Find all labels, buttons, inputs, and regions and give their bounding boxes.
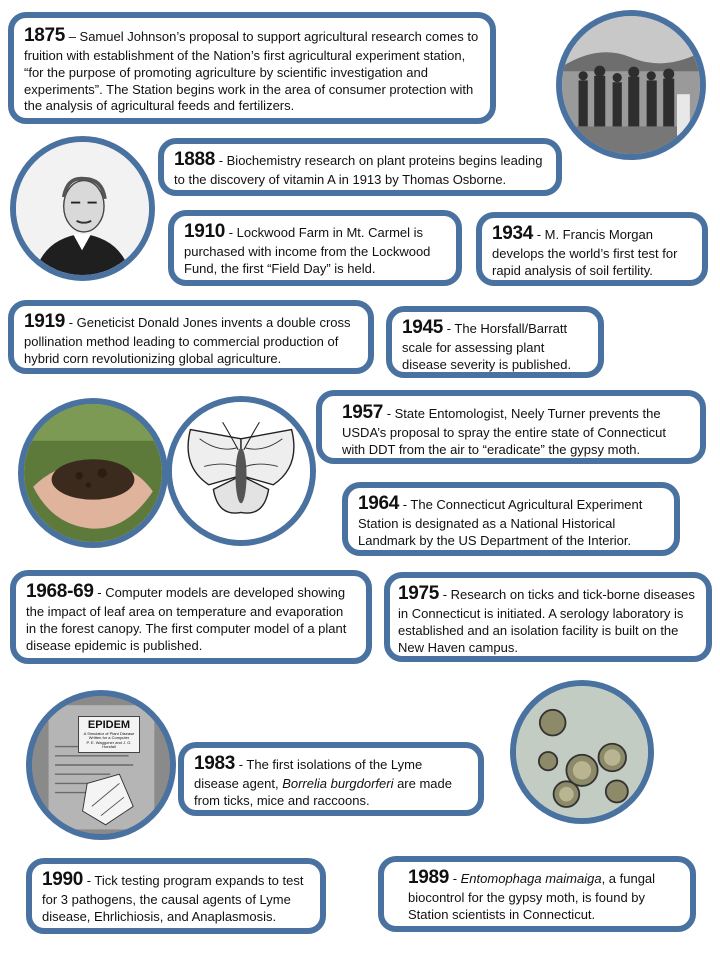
entry-1990 — [26, 858, 326, 934]
entry-1964-year: 1964 — [358, 493, 400, 514]
entry-1968-year: 1968-69 — [26, 581, 94, 602]
entry-1983-text-post: are made from ticks, mice and raccoons. — [194, 776, 453, 808]
entry-1919 — [8, 300, 374, 374]
entry-1919-text: - Geneticist Donald Jones invents a double cross pollination method leading to commercial production of hybrid corn revolutionizing global agriculture. — [24, 315, 351, 366]
entry-1975-year: 1975 — [398, 583, 440, 604]
epidem-authors: P. E. Waggoner and J. G. Horsfall — [86, 739, 132, 750]
entry-1983-year: 1983 — [194, 753, 236, 774]
entry-1934 — [476, 212, 708, 286]
epidem-title: EPIDEM — [87, 719, 131, 731]
entry-1964-text: - The Connecticut Agricultural Experiment Station is designated as a National Historical Landmark by the US Department of the Interior. — [358, 497, 643, 548]
entry-1875-year: 1875 — [24, 25, 66, 46]
fungal-spores-photo — [510, 680, 654, 824]
entry-1983-text-pre: - The first isolations of the Lyme disease agent, — [194, 757, 423, 792]
entry-1989-year: 1989 — [408, 867, 450, 888]
epidem-document-photo — [26, 690, 176, 840]
osborne-portrait — [10, 136, 155, 281]
entry-1989-species: Entomophaga maimaiga — [460, 871, 602, 886]
entry-1945-text: - The Horsfall/Barratt scale for assessing plant disease severity is published. — [402, 321, 572, 372]
crowd-photo — [556, 10, 706, 160]
entry-1875 — [8, 12, 496, 124]
entry-1919-year: 1919 — [24, 311, 66, 332]
entry-1975-text: - Research on ticks and tick-borne diseases in Connecticut is initiated. A serology laboratory is established and an isolation facility is built on the New Haven campus. — [398, 587, 695, 655]
entry-1934-text: - M. Francis Morgan develops the world’s first test for rapid analysis of soil fertility. — [492, 227, 678, 278]
entry-1989 — [378, 856, 696, 932]
entry-1875-text: – Samuel Johnson’s proposal to support agricultural research comes to fruition with establishment of the Nation’s first agricultural experiment station, “for the purpose of promoting agriculture by scientific investigation and experiments”. The Station begins work in the area of consumer protection with the analysis of agricultural feeds and fertilizers. — [24, 29, 479, 114]
entry-1990-year: 1990 — [42, 869, 84, 890]
entry-1989-text-pre: - — [449, 871, 461, 886]
entry-1975 — [384, 572, 712, 662]
entry-1968-text: - Computer models are developed showing the impact of leaf area on temperature and evaporation in the forest canopy. The first computer model of a plant disease epidemic is published. — [26, 585, 347, 653]
soil-hands-photo — [18, 398, 168, 548]
entry-1910-text: - Lockwood Farm in Mt. Carmel is purchased with income from the Lockwood Fund, the first “Field Day” is held. — [184, 225, 431, 276]
entry-1968 — [10, 570, 372, 664]
entry-1910 — [168, 210, 462, 286]
entry-1983-species: Borrelia burgdorferi — [282, 776, 394, 792]
entry-1989-text-post: , a fungal biocontrol for the gypsy moth, is found by Station scientists in Connecticut. — [408, 871, 656, 922]
entry-1888 — [158, 138, 562, 196]
entry-1957-year: 1957 — [342, 402, 384, 423]
entry-1990-text: - Tick testing program expands to test for 3 pathogens, the causal agents of Lyme disease, Ehrlichiosis, and Anaplasmosis. — [42, 873, 304, 924]
gypsy-moth-drawing — [166, 396, 316, 546]
epidem-subtitle: A Simulator of Plant Disease Written for a Computer — [83, 730, 135, 741]
entry-1945-year: 1945 — [402, 317, 444, 338]
entry-1888-text: - Biochemistry research on plant proteins begins leading to the discovery of vitamin A in 1913 by Thomas Osborne. — [174, 153, 543, 188]
entry-1957 — [316, 390, 706, 464]
entry-1888-year: 1888 — [174, 149, 216, 170]
entry-1983 — [178, 742, 484, 816]
entry-1945 — [386, 306, 604, 378]
entry-1934-year: 1934 — [492, 223, 534, 244]
entry-1957-text: - State Entomologist, Neely Turner prevents the USDA’s proposal to spray the entire state of Connecticut with DDT from the air to “eradicate” the gypsy moth. — [342, 406, 666, 457]
entry-1910-year: 1910 — [184, 221, 226, 242]
entry-1964 — [342, 482, 680, 556]
